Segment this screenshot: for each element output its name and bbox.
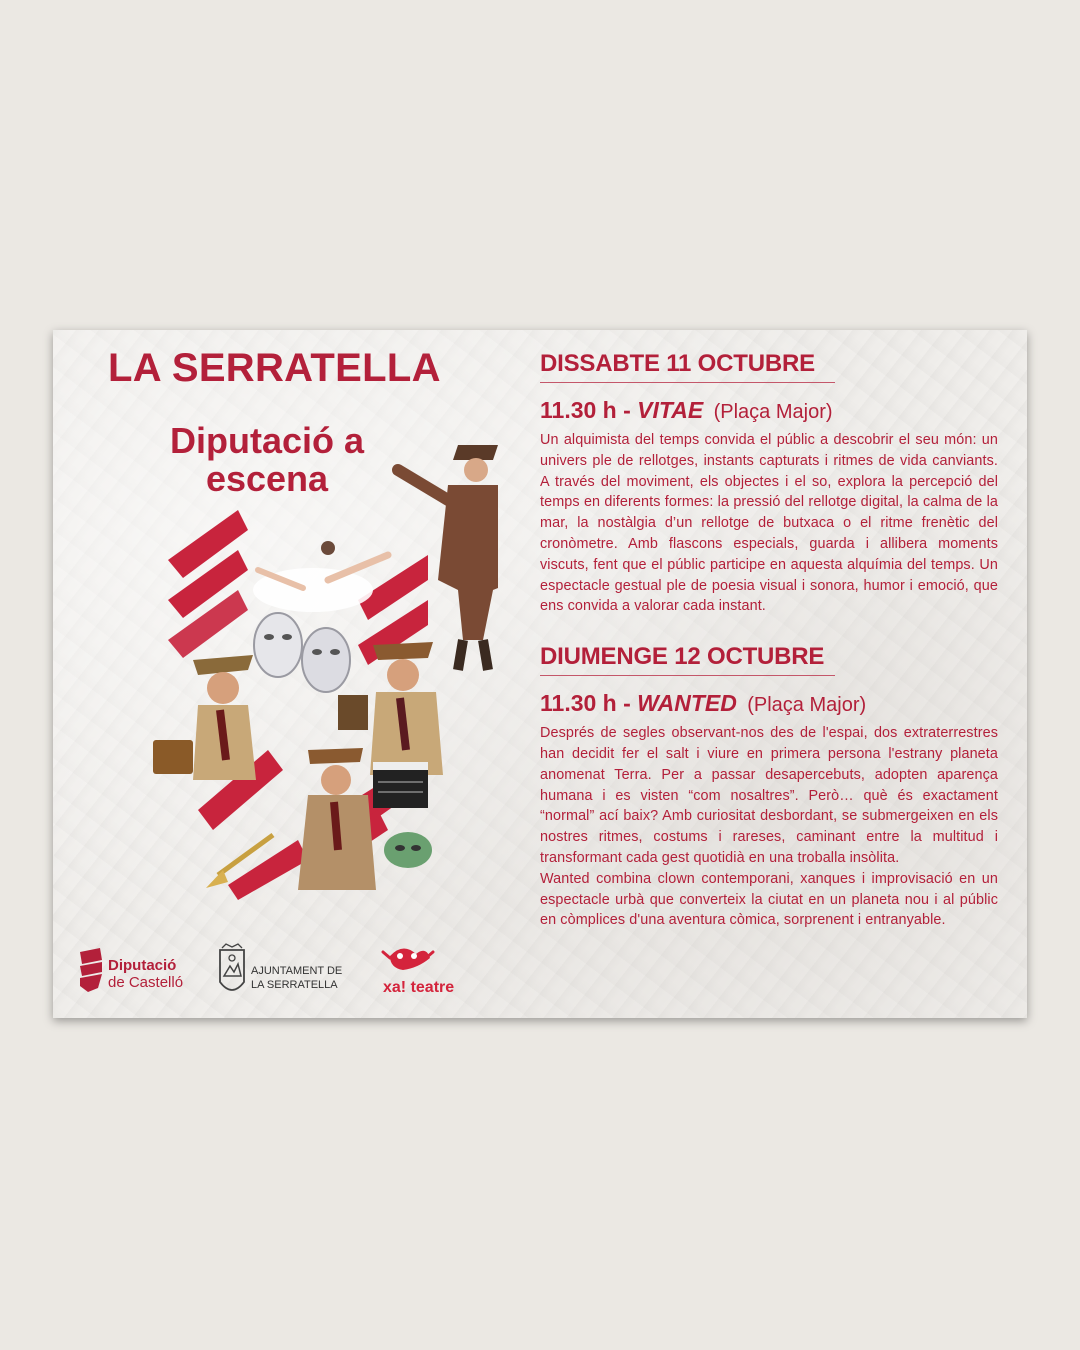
event-place: (Plaça Major) <box>713 401 833 423</box>
diputacio-castello-logo-icon <box>80 948 102 992</box>
event-show-line <box>540 690 998 717</box>
program-column <box>540 350 998 931</box>
event-poster <box>53 330 1027 1018</box>
event-description-extra: Wanted combina clown contemporani, xanques i improvisació en un espectacle urbà que converteix la ciutat en un planeta nou i al públic en còmplices d'una aventura còmica, sorprenent i entranyable. <box>540 870 998 929</box>
theatre-mask-icon <box>254 613 350 692</box>
xa-teatre-mascot-icon <box>383 948 433 970</box>
poster-town-title: LA SERRATELLA <box>108 346 441 390</box>
diputacio-logo-line2: de Castelló <box>108 974 184 991</box>
event-show-line <box>540 397 998 424</box>
event-time: 11.30 h - <box>540 397 631 423</box>
sponsor-logos <box>78 942 478 1002</box>
xa-teatre-logo-text: xa! teatre <box>383 979 455 996</box>
poster-subtitle: Diputació a escena <box>169 420 365 499</box>
diputacio-logo-line1: Diputació <box>108 957 177 974</box>
ajuntament-crest-icon <box>220 944 244 990</box>
event-time: 11.30 h - <box>540 690 631 717</box>
clapperboard-icon <box>373 762 428 808</box>
event-place: (Plaça Major) <box>747 694 867 717</box>
event-sunday <box>540 643 998 931</box>
event-saturday <box>540 350 998 617</box>
event-day-heading: DIUMENGE 12 OCTUBRE <box>540 643 835 676</box>
ajuntament-logo-line1: AJUNTAMENT DE <box>251 965 343 977</box>
event-show-name: VITAE <box>637 397 704 423</box>
event-day-heading: DISSABTE 11 OCTUBRE <box>540 350 835 383</box>
clown-figure-icon <box>153 655 256 780</box>
clown-figure-icon <box>298 748 376 890</box>
performers-collage <box>98 430 498 910</box>
event-description: Un alquimista del temps convida el públic a descobrir el seu món: un univers ple de rellotges, instants capturats i ritmes de vida canviants. A través del moviment, els objectes i el so, explora la percepció del temps en diferents formes: la pressió del rellotge digital, la calma de la mar, la nostàlgia d’un rellotge de butxaca o el ritme frenètic del cronòmetre. Amb flascons especials, guarda i allibera moments viscuts, fent que el públic participe en aquesta alquímia del temps. Un espectacle gestual ple de poesia visual i sonora, humor i emoció, que ens convida a valorar cada instant. <box>540 432 998 615</box>
event-show-name: WANTED <box>637 690 737 717</box>
ajuntament-logo-line2: LA SERRATELLA <box>251 979 338 991</box>
logos-graphic <box>78 942 478 1002</box>
event-description: Després de segles observant-nos des de l'espai, dos extraterrestres han decidit fer el salt i viure en primera persona l'estrany planeta anomenat Terra. Per a passar desapercebuts, adopten aparença humana i es visten “com nosaltres”. Però… què és exactament “normal” ací baix? Amb curiositat desbordant, se submergeixen en els nostres ritmes, costums i rareses, caminant entre la multitud i transformant cada gest quotidià en una troballa insòlita. <box>540 725 998 866</box>
venetian-mask-icon <box>384 832 432 868</box>
trench-coat-figure-icon <box>398 445 498 670</box>
